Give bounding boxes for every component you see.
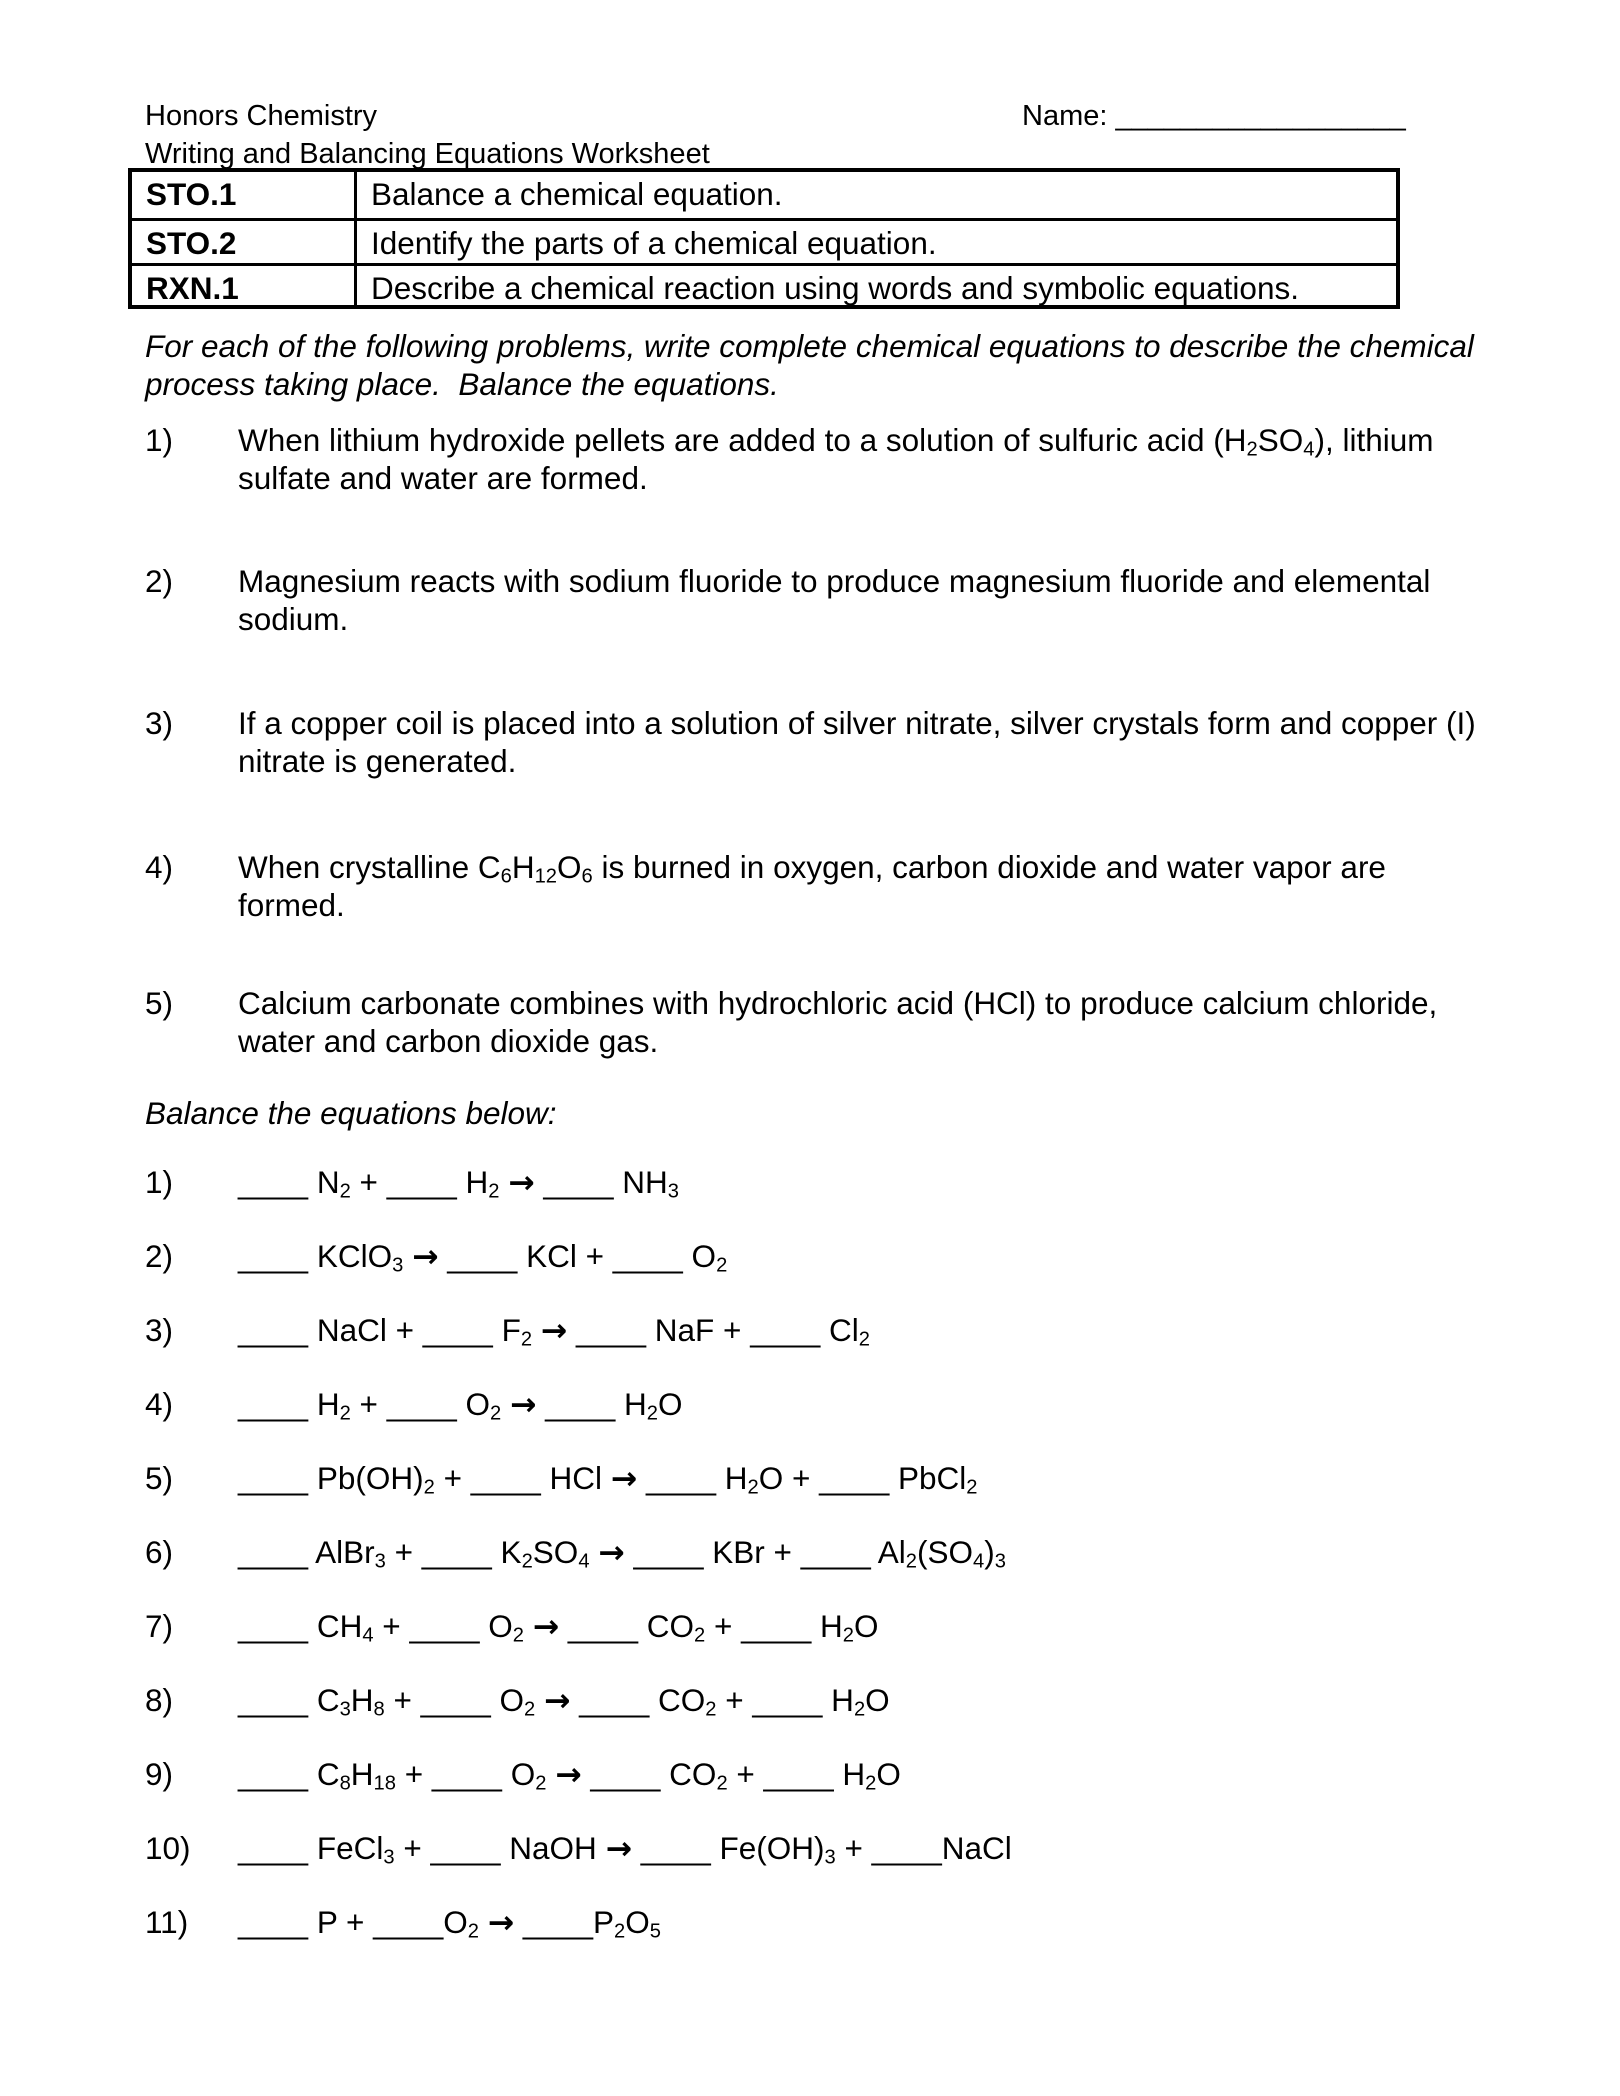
equation-expression: ____ $CH_4$ + ____ $O_2$ → ____ $CO_2$ + ____ $H_2O$: [238, 1608, 879, 1647]
problem-number: 5): [145, 985, 174, 1021]
equation-expression: ____ $Pb(OH)_2$ + ____ HCl → ____ $H_2O$ + ____ PbCl$_2$: [238, 1460, 978, 1499]
objective-description: Balance a chemical equation.: [356, 170, 1399, 219]
objective-row: [130, 170, 1398, 219]
equation-expression: ____ NaCl + ____ $F_2$ → ____ NaF + ____ $Cl_2$: [238, 1312, 870, 1351]
equation-row: [145, 1234, 1500, 1279]
problem-text: When lithium hydroxide pellets are added to a solution of sulfuric acid $(H_2SO_4)$, lithium sulfate and water are formed.: [238, 422, 1434, 496]
equation-expression: ____ $N_2$ + ____ $H_2$ → ____ $NH_3$: [238, 1164, 679, 1203]
equation-row: [145, 1530, 1500, 1575]
reaction-arrow-icon: →: [540, 1313, 568, 1349]
equation-row: [145, 1160, 1500, 1205]
problem-text: If a copper coil is placed into a solution of silver nitrate, silver crystals form and copper (I) nitrate is generated.: [238, 705, 1476, 779]
problem-number: 3): [145, 705, 174, 741]
name-blank-line: __________________: [1115, 100, 1406, 132]
equation-number: 10): [145, 1830, 191, 1866]
word-problem: [145, 704, 1500, 780]
objective-description: Identify the parts of a chemical equation.: [356, 219, 1399, 264]
name-label: Name:: [1022, 100, 1108, 132]
word-problems-list: [145, 421, 1500, 1060]
objective-code: RXN.1: [130, 264, 356, 307]
reaction-arrow-icon: →: [543, 1683, 571, 1719]
reaction-arrow-icon: →: [508, 1165, 535, 1201]
reaction-arrow-icon: →: [532, 1609, 560, 1645]
word-problem: [145, 848, 1500, 924]
equation-number: 2): [145, 1238, 174, 1274]
word-problem: [145, 562, 1500, 638]
equation-number: 1): [145, 1164, 174, 1200]
objective-code: STO.2: [130, 219, 356, 264]
word-problem: [145, 421, 1500, 497]
equation-number: 5): [145, 1460, 174, 1496]
objective-row: [130, 264, 1398, 307]
equation-expression: ____ $C_3H_8$ + ____ $O_2$ → ____ $CO_2$ + ____ $H_2O$: [238, 1682, 890, 1721]
problem-number: 4): [145, 849, 174, 885]
name-field: [1022, 98, 1406, 134]
reaction-arrow-icon: →: [412, 1239, 439, 1275]
objectives-table: [128, 168, 1400, 309]
equation-row: [145, 1308, 1500, 1353]
equation-row: [145, 1604, 1500, 1649]
equation-expression: ____ $C_8H_{18}$ + ____ $O_2$ → ____ $CO_2$ + ____ $H_2O$: [238, 1756, 901, 1795]
objective-row: [130, 219, 1398, 264]
equation-expression: ____ $P + \_\_\_\_O_2$ → $\_\_\_\_P_2O_5$: [238, 1904, 661, 1943]
problem-text: Calcium carbonate combines with hydrochloric acid (HCl) to produce calcium chloride, water and carbon dioxide gas.: [238, 985, 1438, 1059]
instructions-paragraph: For each of the following problems, write complete chemical equations to describe the chemical process taking place. Balance the equations.: [145, 328, 1483, 402]
word-problem: [145, 984, 1500, 1060]
reaction-arrow-icon: →: [555, 1757, 582, 1793]
problem-text: Magnesium reacts with sodium fluoride to produce magnesium fluoride and elemental sodium.: [238, 563, 1431, 637]
equation-expression: ____ $H_2$ + ____ $O_2$ → ____ $H_2O$: [238, 1386, 683, 1425]
equation-row: [145, 1900, 1500, 1945]
problem-text: When crystalline $C_6H_{12}O_6$ is burned in oxygen, carbon dioxide and water vapor are formed.: [238, 849, 1386, 923]
equation-number: 9): [145, 1756, 174, 1792]
reaction-arrow-icon: →: [510, 1387, 537, 1423]
course-title: Honors Chemistry: [145, 100, 378, 132]
equation-row: [145, 1678, 1500, 1723]
equation-number: 3): [145, 1312, 174, 1348]
equation-row: [145, 1826, 1500, 1871]
equation-row: [145, 1456, 1500, 1501]
problem-number: 1): [145, 422, 174, 458]
equation-row: [145, 1752, 1500, 1797]
equation-number: 4): [145, 1386, 174, 1422]
equation-number: 7): [145, 1608, 174, 1644]
reaction-arrow-icon: →: [598, 1535, 625, 1571]
reaction-arrow-icon: →: [487, 1905, 515, 1941]
equation-row: [145, 1382, 1500, 1427]
equation-expression: ____ AlBr$_3$ + ____ $K_2SO_4$ → ____ KBr + ____ $Al_2(SO_4)_3$: [238, 1534, 1006, 1573]
objective-description: Describe a chemical reaction using words and symbolic equations.: [356, 264, 1399, 307]
worksheet-title: Writing and Balancing Equations Worksheet: [145, 138, 710, 170]
balance-section-heading: Balance the equations below:: [145, 1095, 557, 1131]
problem-number: 2): [145, 563, 174, 599]
equation-number: 6): [145, 1534, 174, 1570]
equation-expression: ____ FeCl$_3$ + ____ NaOH → ____ $Fe(OH)_3$ + ____NaCl: [238, 1830, 1012, 1869]
reaction-arrow-icon: →: [605, 1831, 632, 1867]
reaction-arrow-icon: →: [610, 1461, 638, 1497]
equation-number: 8): [145, 1682, 174, 1718]
equation-number: 11): [145, 1904, 189, 1940]
equation-expression: ____ KClO$_3$ → ____ KCl + ____ $O_2$: [238, 1238, 728, 1277]
objective-code: STO.1: [130, 170, 356, 219]
equations-list: [145, 1160, 1500, 1974]
